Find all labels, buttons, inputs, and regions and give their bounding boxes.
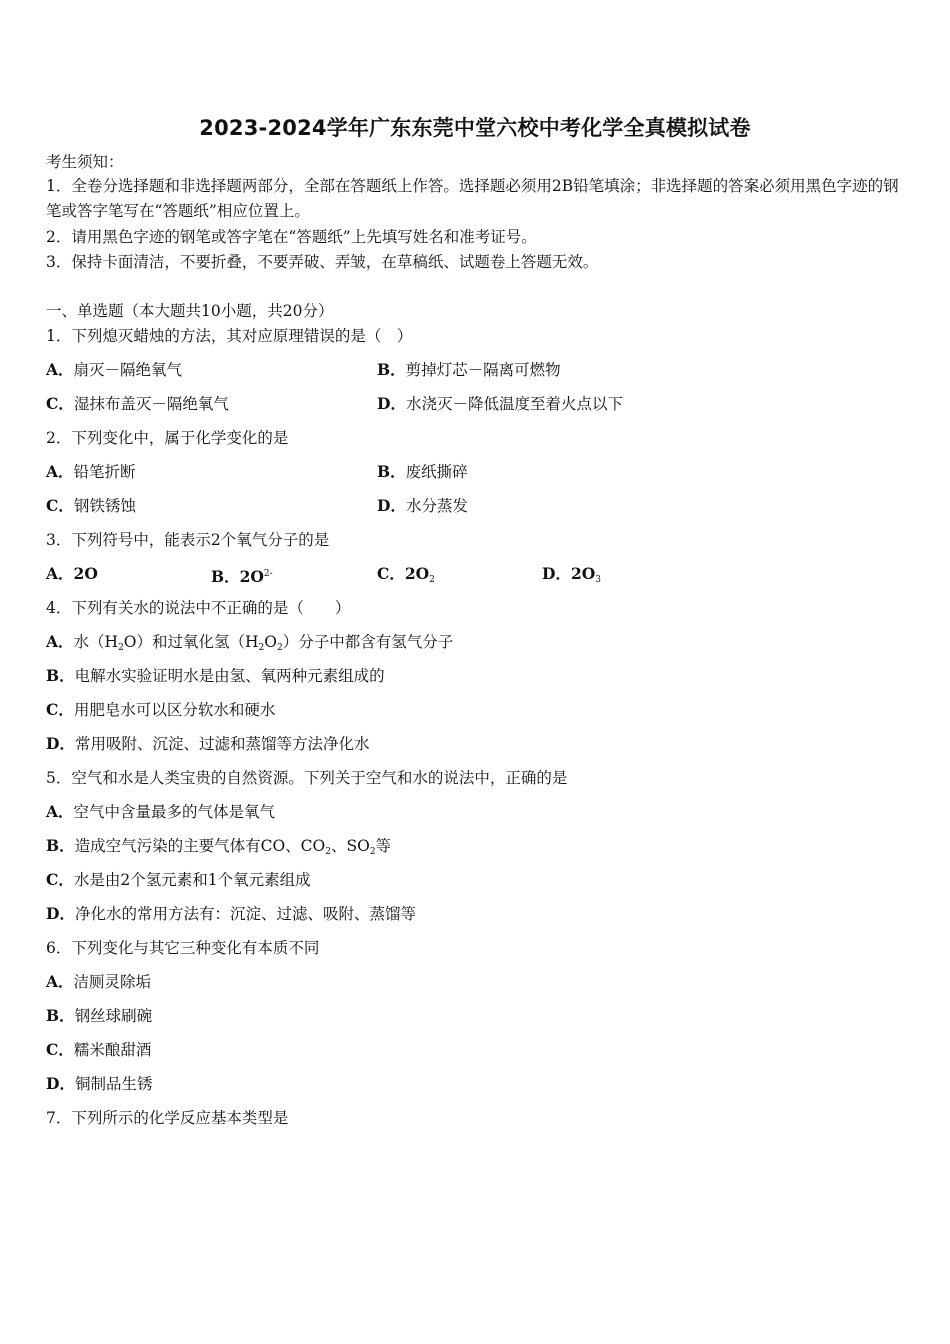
question-3-option-c	[377, 564, 435, 590]
subscript: 2	[325, 847, 331, 857]
question-3-option-a	[46, 564, 98, 584]
question-6-option-a	[46, 972, 151, 992]
question-5-stem: 5．空气和水是人类宝贵的自然资源。下列关于空气和水的说法中，正确的是	[46, 769, 568, 787]
option-text: 剪掉灯芯－隔离可燃物	[405, 361, 561, 379]
question-4-stem: 4．下列有关水的说法中不正确的是（ ）	[46, 599, 351, 617]
option-label: A．	[46, 360, 74, 379]
option-label: D．	[46, 904, 75, 923]
option-label: A．	[46, 564, 74, 583]
option-text: 水浇灭－降低温度至着火点以下	[405, 395, 623, 413]
question-2-stem: 2．下列变化中，属于化学变化的是	[46, 429, 289, 447]
subscript: 3	[595, 575, 601, 585]
question-1-option-b	[377, 360, 561, 380]
question-2-option-b	[377, 462, 468, 482]
option-text: 洁厕灵除垢	[73, 973, 152, 991]
question-5-option-b	[46, 836, 391, 862]
subscript: 2	[118, 643, 124, 653]
subscript: 2	[276, 643, 283, 653]
option-label: B．	[46, 836, 75, 855]
option-label: C．	[377, 564, 405, 583]
option-text: 、SO	[330, 837, 370, 855]
notice-item-2: 2．请用黑色字迹的钢笔或答字笔在“答题纸”上先填写姓名和准考证号。	[46, 228, 537, 246]
question-2-option-a	[46, 462, 136, 482]
option-text: 造成空气污染的主要气体有CO、CO	[74, 837, 326, 855]
option-text: 水是由2个氢元素和1个氧元素组成	[73, 871, 311, 889]
question-4-option-c	[46, 700, 275, 720]
option-label: C．	[46, 394, 74, 413]
option-label: A．	[46, 972, 74, 991]
option-label: B．	[377, 360, 406, 379]
option-label: C．	[46, 1040, 74, 1059]
option-text: 铅笔折断	[73, 463, 136, 481]
option-label: B．	[46, 666, 75, 685]
option-text: 2O	[239, 567, 264, 586]
option-text: 2O	[73, 564, 98, 583]
question-1-option-a	[46, 360, 182, 380]
option-label: A．	[46, 802, 74, 821]
option-text: 水（H	[73, 633, 119, 651]
section-heading: 一、单选题（本大题共10小题，共20分）	[46, 302, 334, 320]
option-text: 废纸撕碎	[405, 463, 468, 481]
option-text: 糯米酿甜酒	[73, 1041, 152, 1059]
option-text: 湿抹布盖灭－隔绝氧气	[73, 395, 229, 413]
charge-superscript: 2-	[263, 569, 273, 579]
notice-item-1: 1．全卷分选择题和非选择题两部分，全部在答题纸上作答。选择题必须用2B铅笔填涂；非选择题的答案必须用黑色字迹的钢笔或答字笔写在“答题纸”相应位置上。	[46, 177, 899, 220]
question-3-stem: 3．下列符号中，能表示2个氧气分子的是	[46, 531, 330, 549]
option-label: B．	[211, 567, 240, 586]
question-6-option-b	[46, 1006, 152, 1026]
option-text: 2O	[570, 564, 596, 583]
question-4-option-d	[46, 734, 369, 754]
option-label: D．	[377, 496, 406, 515]
option-label: D．	[542, 564, 571, 583]
question-6-option-d	[46, 1074, 152, 1094]
option-text: 2O	[404, 564, 430, 583]
question-7-stem: 7．下列所示的化学反应基本类型是	[46, 1109, 289, 1127]
option-label: D．	[46, 734, 75, 753]
option-label: C．	[46, 700, 74, 719]
subscript: 2	[258, 643, 265, 653]
option-text: 电解水实验证明水是由氢、氧两种元素组成的	[74, 667, 385, 685]
option-text: 等	[375, 837, 392, 855]
option-label: B．	[46, 1006, 75, 1025]
subscript: 2	[429, 575, 435, 585]
option-text: 扇灭－隔绝氧气	[73, 361, 183, 379]
option-text: 净化水的常用方法有：沉淀、过滤、吸附、蒸馏等	[74, 905, 416, 923]
page-title: 2023-2024学年广东东莞中堂六校中考化学全真模拟试卷	[199, 116, 751, 140]
question-2-option-c	[46, 496, 136, 516]
option-label: C．	[46, 496, 74, 515]
question-6-stem: 6．下列变化与其它三种变化有本质不同	[46, 939, 320, 957]
question-5-option-c	[46, 870, 311, 890]
option-label: A．	[46, 462, 74, 481]
question-6-option-c	[46, 1040, 151, 1060]
option-text: ）分子中都含有氢气分子	[282, 633, 454, 651]
option-text: O）和过氧化氢（H	[123, 633, 259, 651]
question-1-option-d	[377, 394, 623, 414]
option-text: 常用吸附、沉淀、过滤和蒸馏等方法净化水	[74, 735, 370, 753]
question-5-option-d	[46, 904, 416, 924]
option-text: O	[264, 633, 277, 651]
question-2-option-d	[377, 496, 468, 516]
question-3-option-b	[211, 564, 273, 587]
option-text: 用肥皂水可以区分软水和硬水	[73, 701, 276, 719]
option-label: C．	[46, 870, 74, 889]
option-text: 钢丝球刷碗	[74, 1007, 153, 1025]
option-text: 空气中含量最多的气体是氧气	[73, 803, 276, 821]
notice-heading: 考生须知：	[46, 153, 124, 171]
option-label: A．	[46, 632, 74, 651]
notice-item-3: 3．保持卡面清洁，不要折叠，不要弄破、弄皱，在草稿纸、试题卷上答题无效。	[46, 253, 599, 271]
option-text: 铜制品生锈	[74, 1075, 153, 1093]
question-5-option-a	[46, 802, 275, 822]
option-text: 钢铁锈蚀	[73, 497, 136, 515]
question-1-option-c	[46, 394, 229, 414]
question-1-stem: 1．下列熄灭蜡烛的方法，其对应原理错误的是（ ）	[46, 327, 413, 345]
question-3-option-d	[542, 564, 601, 590]
option-text: 水分蒸发	[405, 497, 468, 515]
option-label: B．	[377, 462, 406, 481]
question-4-option-a	[46, 632, 453, 658]
option-label: D．	[377, 394, 406, 413]
subscript: 2	[369, 847, 376, 857]
option-label: D．	[46, 1074, 75, 1093]
question-4-option-b	[46, 666, 385, 686]
